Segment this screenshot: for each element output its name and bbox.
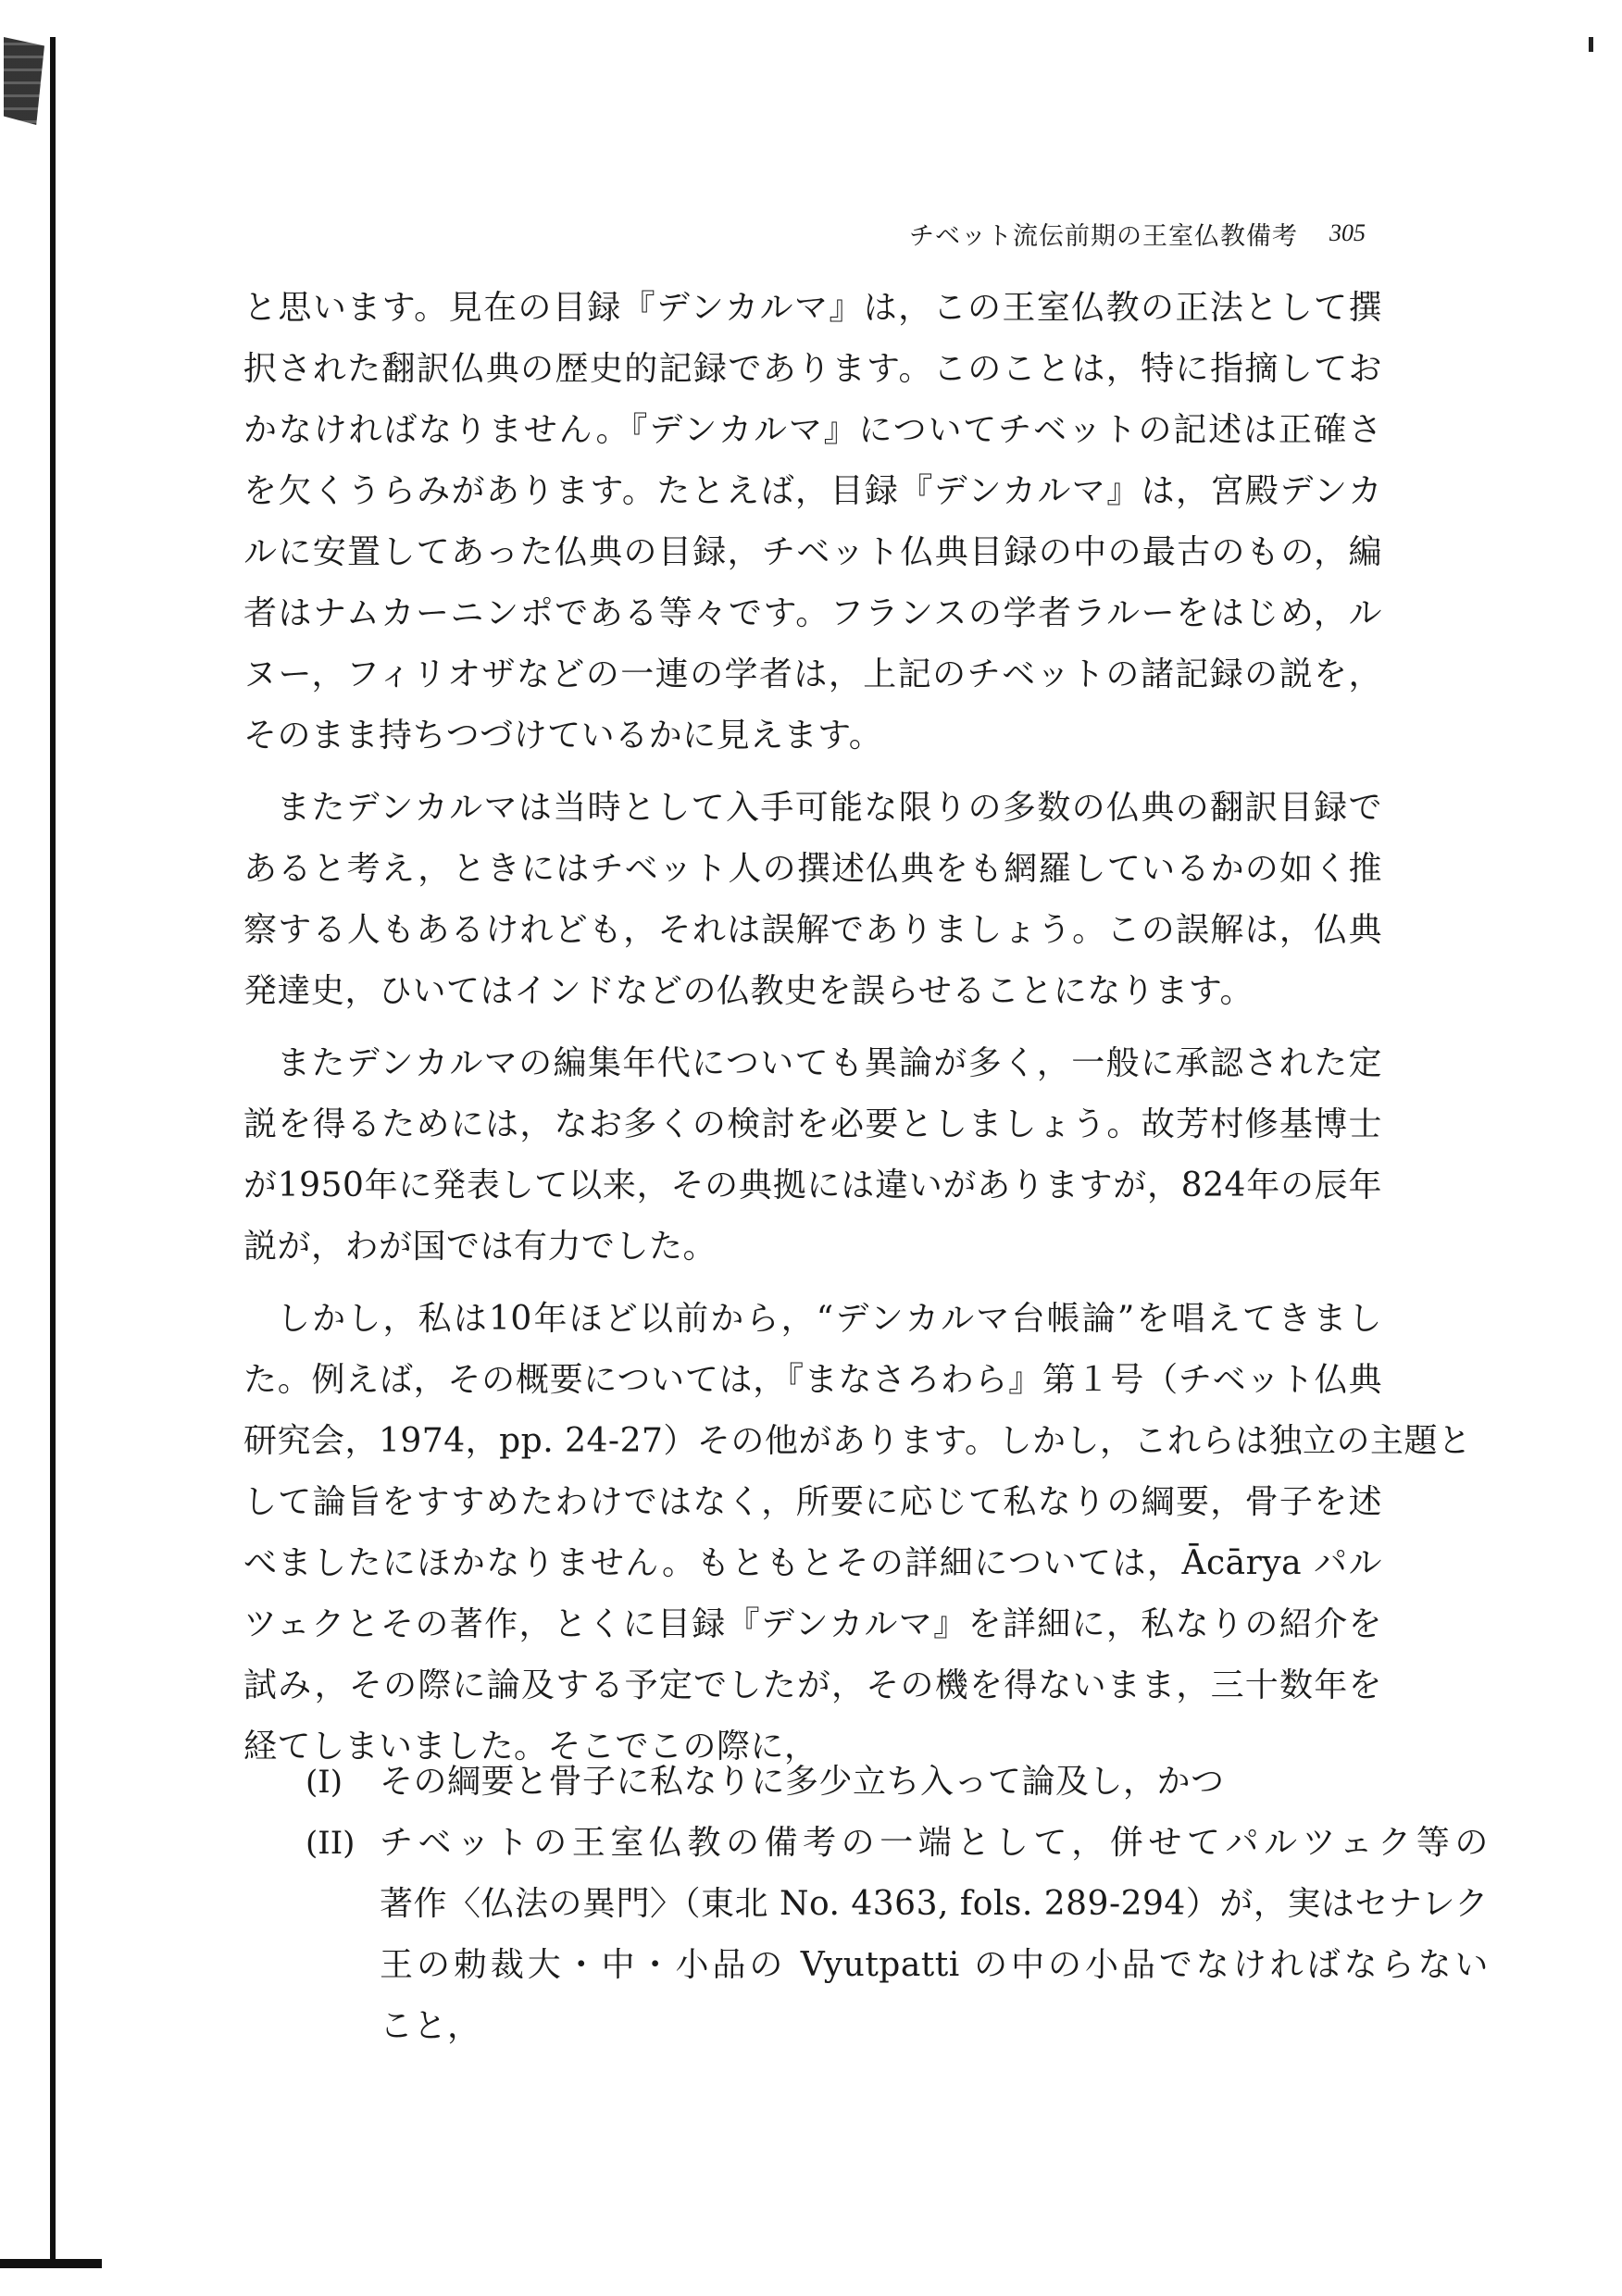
paragraph-3: [243, 1033, 1382, 1278]
text-line: を欠くうらみがあります。たとえば，目録『デンカルマ』は，宮殿デンカ: [243, 472, 1382, 510]
list-item-body: [380, 1813, 1489, 2057]
running-header: [884, 215, 1366, 252]
list-item-1: [306, 1752, 1384, 1813]
paragraph-1: [243, 278, 1382, 767]
binding-edge-line: [50, 37, 56, 2268]
list-marker: (II): [306, 1825, 356, 1862]
enumerated-list: [306, 1752, 1489, 2057]
text-line: 試み，その際に論及する予定でしたが，その機を得ないまま，三十数年を: [243, 1666, 1382, 1704]
text-line: 著作〈仏法の異門〉（東北 No. 4363, fols. 289-294）が，実はセナレク: [380, 1885, 1489, 1923]
text-line: 説が，わが国では有力でした。: [243, 1228, 717, 1266]
text-line: チベットの王室仏教の備考の一端として，併せてパルツェク等の: [380, 1824, 1489, 1862]
running-header-title: チベット流伝前期の王室仏教備考: [909, 221, 1298, 251]
text-line: またデンカルマは当時として入手可能な限りの多数の仏典の翻訳目録で: [277, 789, 1382, 827]
binding-shadow-top: [4, 37, 44, 125]
text-line: 択された翻訳仏典の歴史的記録であります。このことは，特に指摘してお: [243, 350, 1382, 388]
scan-corner-mark: [1589, 37, 1593, 52]
text-line: あると考え，ときにはチベット人の撰述仏典をも網羅しているかの如く推: [243, 850, 1382, 888]
text-line: そのまま持ちつづけているかに見えます。: [243, 717, 883, 755]
text-line: 説を得るためには，なお多くの検討を必要としましょう。故芳村修基博士: [243, 1105, 1382, 1143]
text-line: 経てしまいました。そこでこの際に，: [243, 1728, 818, 1766]
text-line: が1950年に発表して以来，その典拠には違いがありますが，824年の辰年: [243, 1167, 1382, 1204]
text-line: 研究会，1974，pp. 24-27）その他があります。しかし，これらは独立の主題と: [243, 1422, 1472, 1460]
text-line: べましたにほかなりません。もともとその詳細については，Ācārya パル: [243, 1544, 1382, 1582]
text-line: その綱要と骨子に私なりに多少立ち入って論及し，かつ: [380, 1763, 1225, 1801]
list-marker: (I): [306, 1764, 343, 1801]
text-line: 発達史，ひいてはインドなどの仏教史を誤らせることになります。: [243, 972, 1254, 1010]
text-line: しかし，私は10年ほど以前から，“デンカルマ台帳論”を唱えてきまし: [277, 1300, 1382, 1338]
text-line: またデンカルマの編集年代についても異論が多く，一般に承認された定: [277, 1044, 1382, 1082]
text-line: 者はナムカーニンポである等々です。フランスの学者ラルーをはじめ，ル: [243, 594, 1382, 632]
text-line: た。例えば，その概要については，『まなさろわら』第１号（チベット仏典: [243, 1361, 1382, 1399]
text-line: して論旨をすすめたわけではなく，所要に応じて私なりの綱要，骨子を述: [243, 1483, 1382, 1521]
text-line: と思います。見在の目録『デンカルマ』は，この王室仏教の正法として撰: [243, 289, 1382, 327]
text-line: ルに安置してあった仏典の目録，チベット仏典目録の中の最古のもの，編: [243, 533, 1382, 571]
list-item-body: [380, 1752, 1384, 1813]
text-line: ヌー，フィリオザなどの一連の学者は，上記のチベットの諸記録の説を，: [243, 655, 1382, 693]
page-number: 305: [1329, 219, 1366, 246]
text-line: ツェクとその著作，とくに目録『デンカルマ』を詳細に，私なりの紹介を: [243, 1605, 1382, 1643]
text-line: かなければなりません。『デンカルマ』についてチベットの記述は正確さ: [243, 411, 1382, 449]
list-item-2: [306, 1813, 1489, 2057]
binding-shadow-bottom: [0, 2259, 102, 2268]
paragraph-4: [243, 1289, 1472, 1778]
text-line: こと，: [380, 2007, 481, 2045]
text-line: 察する人もあるけれども，それは誤解でありましょう。この誤解は，仏典: [243, 911, 1382, 949]
text-line: 王の勅裁大・中・小品の Vyutpatti の中の小品でなければならない: [380, 1946, 1489, 1984]
body-text: [243, 278, 1472, 1789]
paragraph-2: [243, 778, 1382, 1022]
